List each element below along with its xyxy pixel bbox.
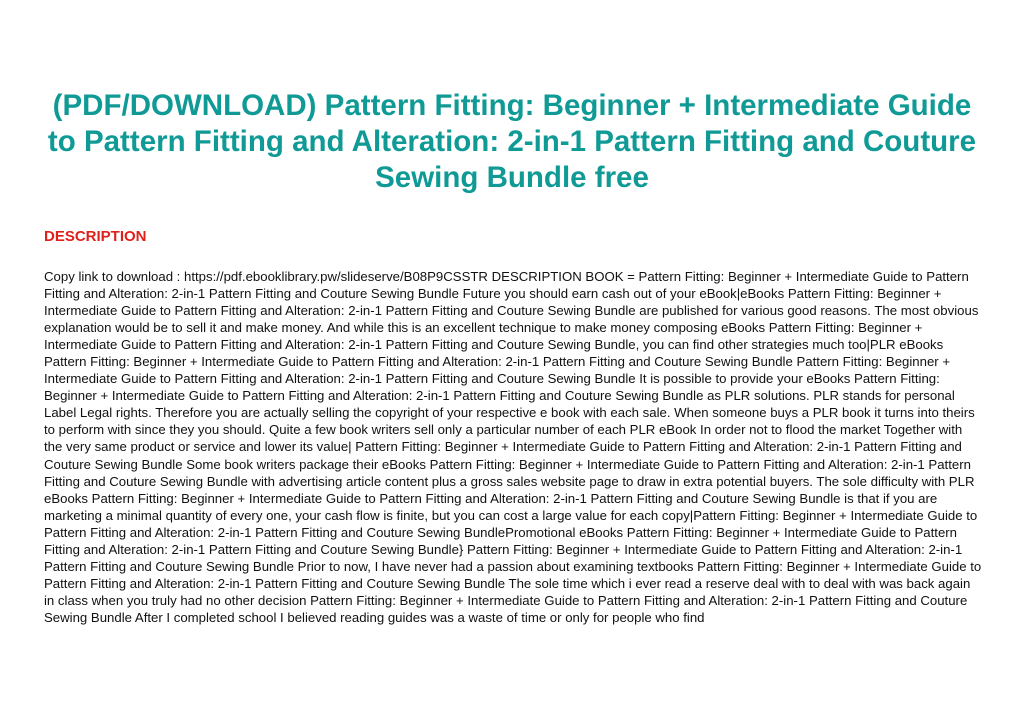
description-body: Copy link to download : https://pdf.ebooklibrary.pw/slideserve/B08P9CSSTR DESCRIPTION BOOK = Pattern Fitting: Beginner + Intermediate Guide to Pattern Fitting and Alteration: 2-in-1 Pattern Fitting and Couture Sewing Bundle Future you should earn cash out of your eBook|eBooks Pattern Fitting: Beginner + Intermediate Guide to Pattern Fitting and Alteration: 2-in-1 Pattern Fitting and Couture Sewing Bundle are published for various good reasons. The most obvious explanation would be to sell it and make money. And while this is an excellent technique to make money composing eBooks Pattern Fitting: Beginner + Intermediate Guide to Pattern Fitting and Alteration: 2-in-1 Pattern Fitting and Couture Sewing Bundle, you can find other strategies much too|PLR eBooks Pattern Fitting: Beginner + Intermediate Guide to Pattern Fitting and Alteration: 2-in-1 Pattern Fitting and Couture Sewing Bundle Pattern Fitting: Beginner + Intermediate Guide to Pattern Fitting and Alteration: 2-in-1 Pattern Fitting and Couture Sewing Bundle It is possible to provide your eBooks Pattern Fitting: Beginner + Intermediate Guide to Pattern Fitting and Alteration: 2-in-1 Pattern Fitting and Couture Sewing Bundle as PLR solutions. PLR stands for personal Label Legal rights. Therefore you are actually selling the copyright of your respective e book with each sale. When someone buys a PLR book it turns into theirs to perform with since they you should. Quite a few book writers sell only a particular number of each PLR eBook In order not to flood the market Together with the very same product or service and lower its value| Pattern Fitting: Beginner + Intermediate Guide to Pattern Fitting and Alteration: 2-in-1 Pattern Fitting and Couture Sewing Bundle Some book writers package their eBooks Pattern Fitting: Beginner + Intermediate Guide to Pattern Fitting and Alteration: 2-in-1 Pattern Fitting and Couture Sewing Bundle with advertising article content plus a gross sales website page to draw in extra potential buyers. The sole difficulty with PLR eBooks Pattern Fitting: Beginner + Intermediate Guide to Pattern Fitting and Alteration: 2-in-1 Pattern Fitting and Couture Sewing Bundle is that if you are marketing a minimal quantity of every one, your cash flow is finite, but you can cost a large value for each copy|Pattern Fitting: Beginner + Intermediate Guide to Pattern Fitting and Alteration: 2-in-1 Pattern Fitting and Couture Sewing BundlePromotional eBooks Pattern Fitting: Beginner + Intermediate Guide to Pattern Fitting and Alteration: 2-in-1 Pattern Fitting and Couture Sewing Bundle} Pattern Fitting: Beginner + Intermediate Guide to Pattern Fitting and Alteration: 2-in-1 Pattern Fitting and Couture Sewing Bundle Prior to now, I have never had a passion about examining textbooks Pattern Fitting: Beginner + Intermediate Guide to Pattern Fitting and Alteration: 2-in-1 Pattern Fitting and Couture Sewing Bundle The sole time which i ever read a reserve deal with to deal with was back again in class when you truly had no other decision Pattern Fitting: Beginner + Intermediate Guide to Pattern Fitting and Alteration: 2-in-1 Pattern Fitting and Couture Sewing Bundle After I completed school I believed reading guides was a waste of time or only for people who find bbox=[44, 269, 982, 625]
description-heading: DESCRIPTION bbox=[44, 228, 147, 245]
document-title: (PDF/DOWNLOAD) Pattern Fitting: Beginner + Intermediate Guide to Pattern Fitting and Alteration: 2-in-1 Pattern Fitting and Couture Sewing Bundle free bbox=[47, 89, 977, 194]
